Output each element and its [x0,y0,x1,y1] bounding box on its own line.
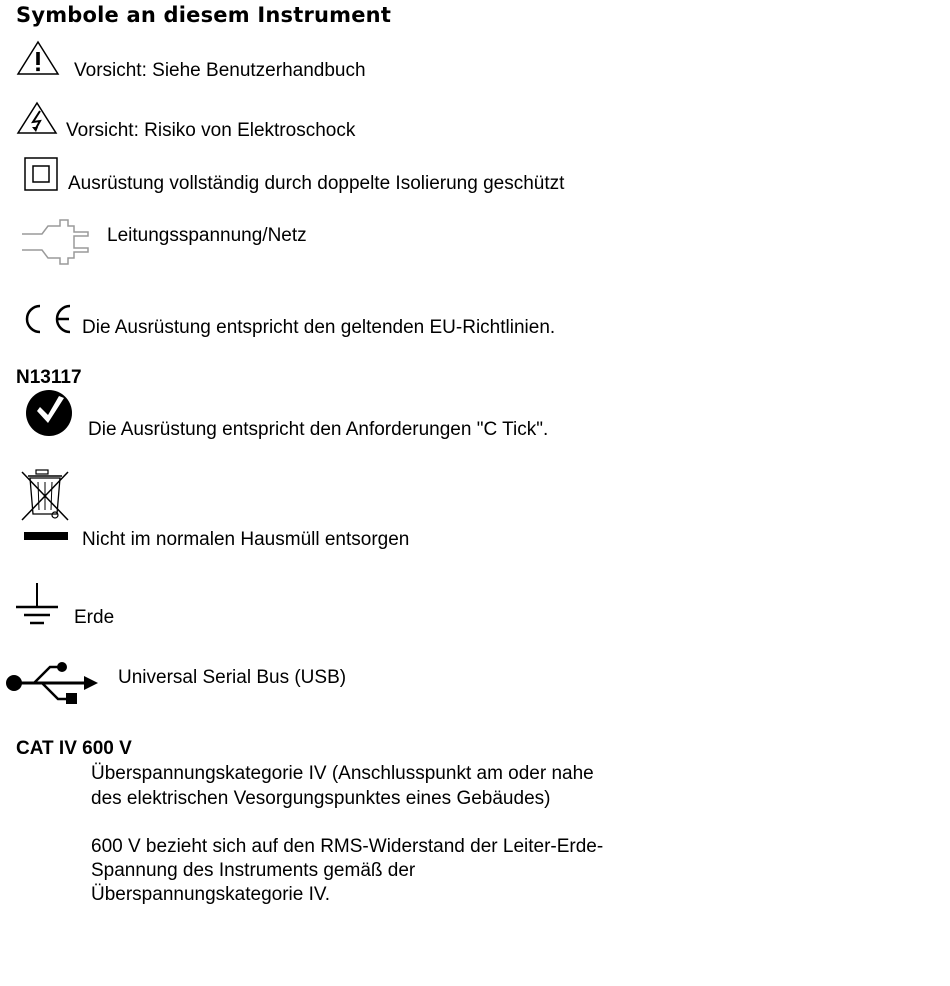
ce-mark-icon [20,302,76,336]
symbol-text-earth: Erde [74,607,115,628]
symbol-text-caution-manual: Vorsicht: Siehe Benutzerhandbuch [74,60,366,81]
category-rms-line: 600 V bezieht sich auf den RMS-Widerstand der Leiter-Erde- [91,836,604,857]
symbol-text-usb: Universal Serial Bus (USB) [118,667,347,688]
crossed-bin-icon [20,468,72,548]
category-rms-line: Überspannungskategorie IV. [91,884,331,905]
category-desc-line: des elektrischen Vesorgungspunktes eines Gebäudes) [91,788,551,809]
symbol-text-c-tick: Die Ausrüstung entspricht den Anforderungen "C Tick". [88,419,549,440]
page-title: Symbole an diesem Instrument [16,3,392,27]
double-insulation-icon [24,157,58,191]
symbol-text-ce: Die Ausrüstung entspricht den geltenden EU-Richtlinien. [82,317,556,338]
category-heading: CAT IV 600 V [16,738,132,759]
usb-icon [4,661,100,707]
symbol-text-mains: Leitungsspannung/Netz [107,225,307,246]
c-tick-icon [24,389,76,437]
warning-shock-icon [16,101,58,135]
mains-plug-icon [20,218,90,266]
symbol-text-double-insulation: Ausrüstung vollständig durch doppelte Isolierung geschützt [68,173,565,194]
earth-ground-icon [16,583,58,629]
symbol-text-shock-risk: Vorsicht: Risiko von Elektroschock [66,120,356,141]
symbol-text-disposal: Nicht im normalen Hausmüll entsorgen [82,529,410,550]
category-desc-line: Überspannungskategorie IV (Anschlusspunkt am oder nahe [91,763,594,784]
warning-exclamation-icon [16,40,60,76]
category-rms-line: Spannung des Instruments gemäß der [91,860,416,881]
c-tick-number-label: N13117 [16,367,82,388]
